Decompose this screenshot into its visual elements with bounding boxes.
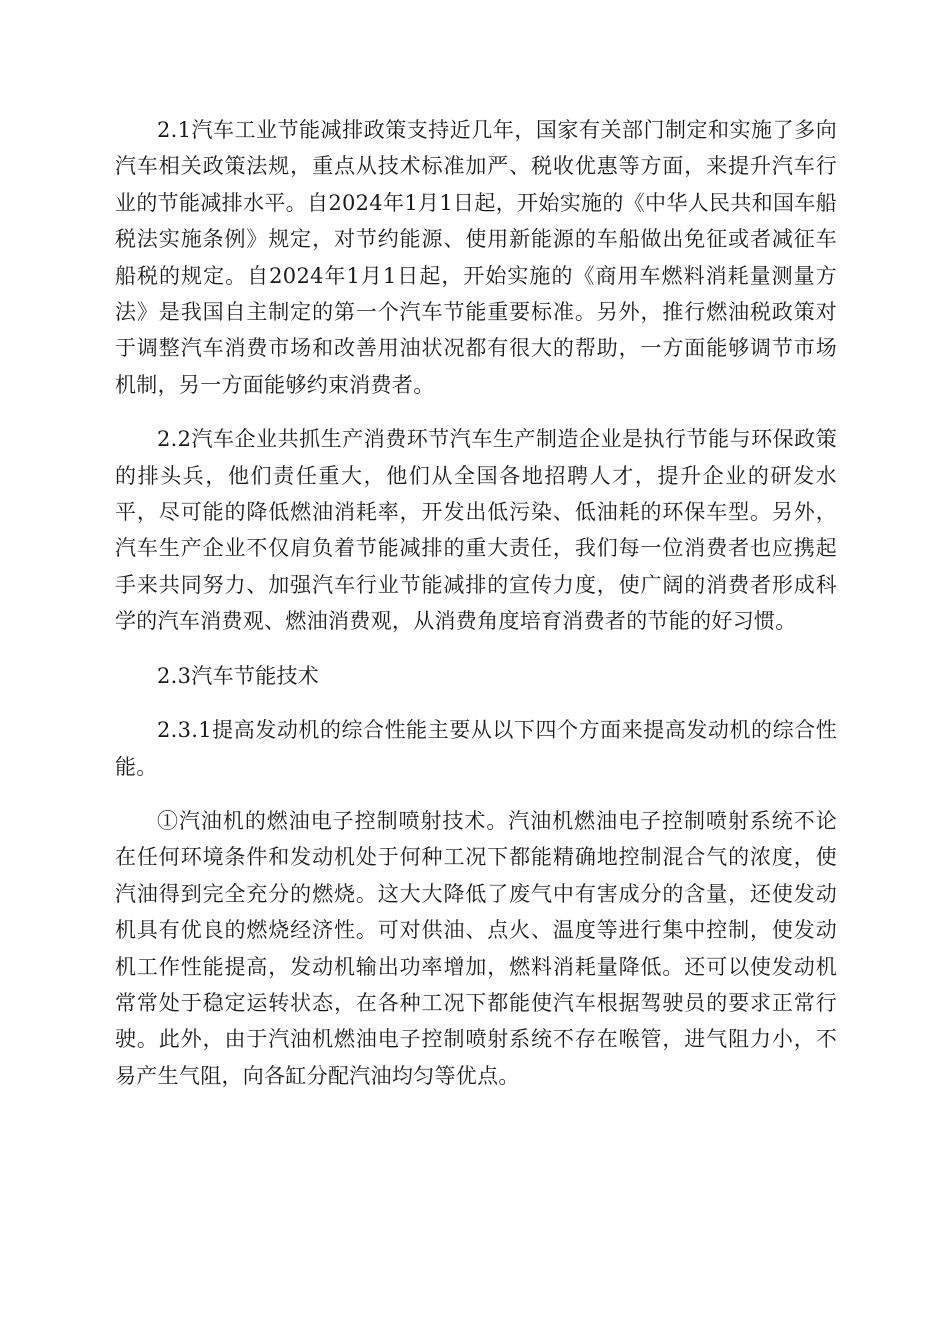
paragraph-enterprise-production: 2.2汽车企业共抓生产消费环节汽车生产制造企业是执行节能与环保政策的排头兵，他们责任重大，他们从全国各地招聘人才，提升企业的研发水平，尽可能的降低燃油消耗率，开发出低污染、低油耗的环保车型。另外，汽车生产企业不仅肩负着节能减排的重大责任，我们每一位消费者也应携起手来共同努力、加强汽车行业节能减排的宣传力度，使广阔的消费者形成科学的汽车消费观、燃油消费观，从消费角度培育消费者的节能的好习惯。	[115, 427, 837, 634]
paragraph-policy-support: 2.1汽车工业节能减排政策支持近几年，国家有关部门制定和实施了多向汽车相关政策法规，重点从技术标准加严、税收优惠等方面，来提升汽车行业的节能减排水平。自2024年1月1日起，开始实施的《中华人民共和国车船税法实施条例》规定，对节约能源、使用新能源的车船做出免征或者减征车船税的规定。自2024年1月1日起，开始实施的《商用车燃料消耗量测量方法》是我国自主制定的第一个汽车节能重要标准。另外，推行燃油税政策对于调整汽车消费市场和改善用油状况都有很大的帮助，一方面能够调节市场机制，另一方面能够约束消费者。	[115, 118, 837, 397]
document-page	[115, 112, 837, 1112]
paragraph-engine-performance: 2.3.1提高发动机的综合性能主要从以下四个方面来提高发动机的综合性能。	[115, 718, 837, 779]
section-heading-energy-saving-tech: 2.3汽车节能技术	[157, 663, 320, 688]
paragraph-fuel-injection: ①汽油机的燃油电子控制喷射技术。汽油机燃油电子控制喷射系统不论在任何环境条件和发动机处于何种工况下都能精确地控制混合气的浓度，使汽油得到完全充分的燃烧。这大大降低了废气中有害成分的含量，还使发动机具有优良的燃烧经济性。可对供油、点火、温度等进行集中控制，使发动机工作性能提高，发动机输出功率增加，燃料消耗量降低。还可以使发动机常常处于稳定运转状态，在各种工况下都能使汽车根据驾驶员的要求正常行驶。此外，由于汽油机燃油电子控制喷射系统不存在喉管，进气阻力小，不易产生气阻，向各缸分配汽油均匀等优点。	[115, 808, 837, 1088]
